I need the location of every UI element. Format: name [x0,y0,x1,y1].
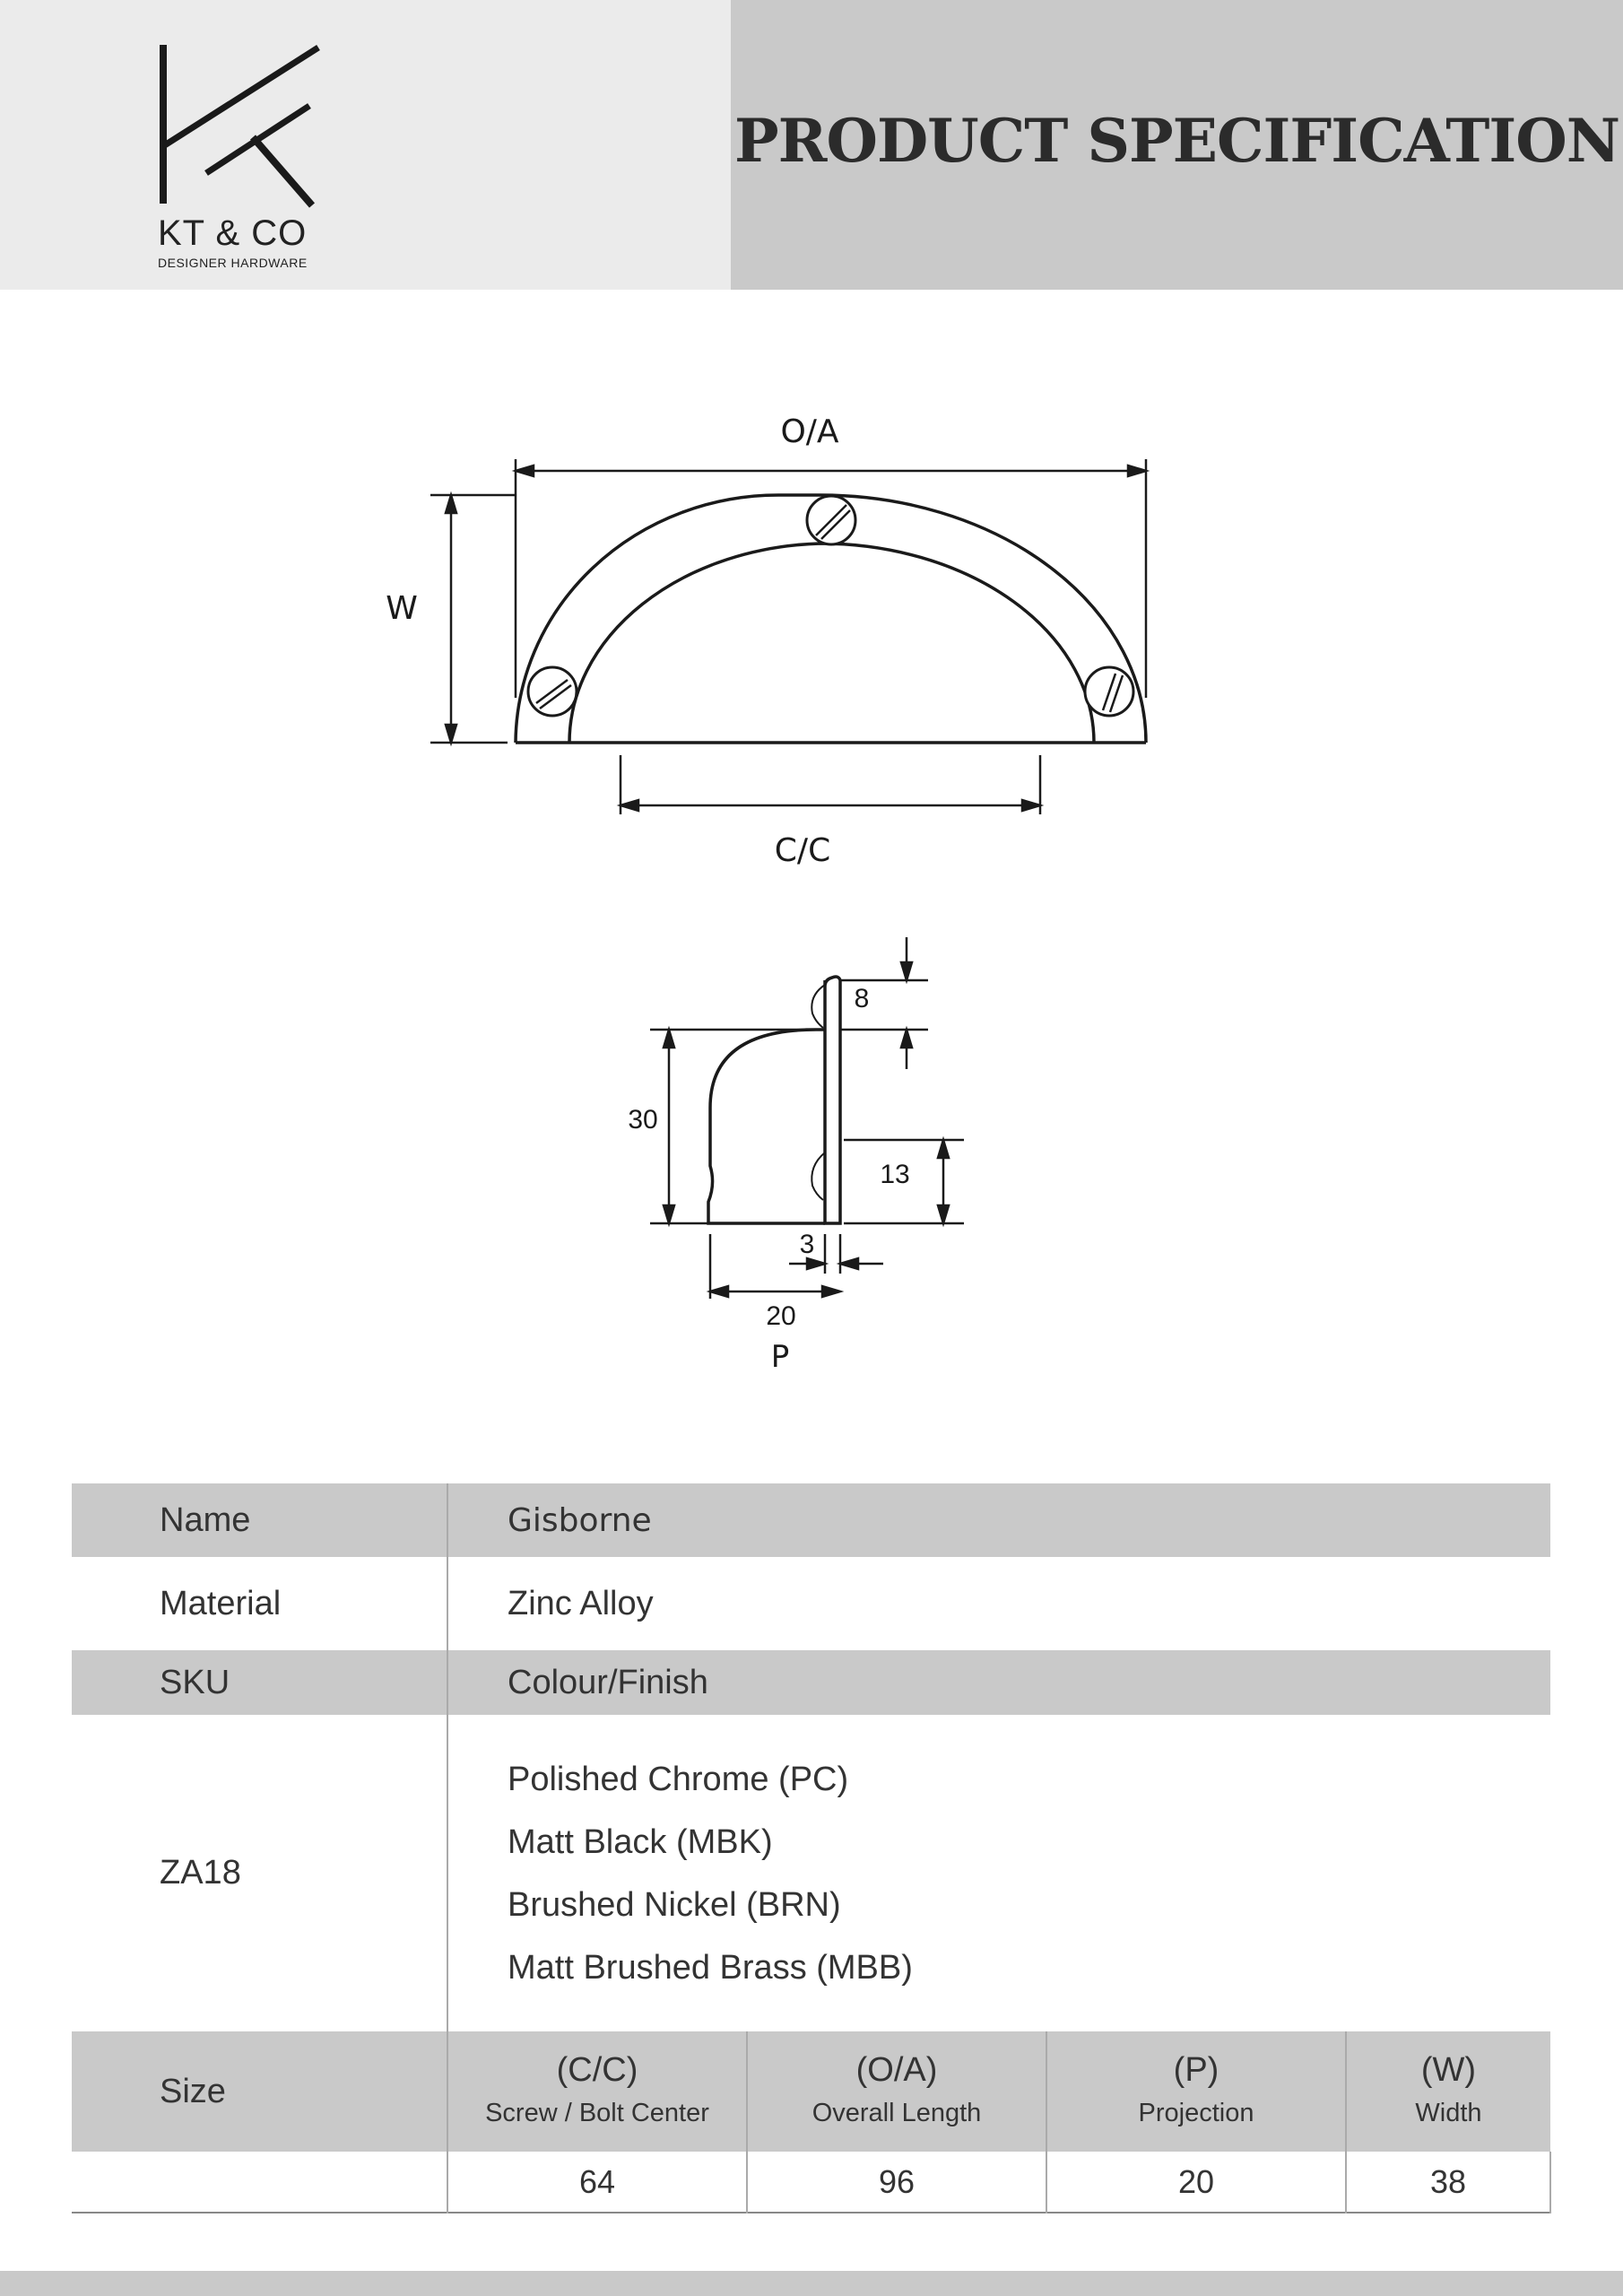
dim-value-oa: 96 [747,2152,1046,2213]
empty-cell [72,2152,447,2213]
dim-code: (W) [1420,2051,1477,2089]
dim-code: (P) [1173,2051,1219,2089]
dim-desc: Screw / Bolt Center [485,2099,709,2127]
front-dimensions [430,459,1146,814]
list-item: Polished Chrome (PC) [508,1760,849,1798]
page-title: PRODUCT SPECIFICATION [733,106,1620,176]
dim-value-p: 20 [1046,2152,1346,2213]
dim-value-w: 38 [1346,2152,1550,2213]
label-screw-pos: 13 [880,1160,910,1189]
brand-name: KT & CO [158,213,308,253]
list-item: Brushed Nickel (BRN) [508,1885,841,1924]
table-row [72,1483,1550,1557]
label-lip: 8 [854,984,870,1013]
material-value: Zinc Alloy [508,1584,654,1622]
finish-list [447,1715,1550,2031]
spec-table [72,1483,1551,2213]
side-view [708,977,840,1223]
label-overall: O/A [780,413,839,450]
table-row [72,2031,1550,2152]
table-row [72,1715,1550,2031]
table-row [72,2152,1550,2213]
list-item: Matt Brushed Brass (MBB) [508,1948,913,1987]
table-row [72,1650,1550,1715]
list-item: Matt Black (MBK) [508,1822,773,1861]
dim-value-cc: 64 [447,2152,747,2213]
dim-header-w [1346,2031,1550,2152]
dim-header-p [1046,2031,1346,2152]
label-centers: C/C [774,832,831,869]
label-thickness: 3 [799,1230,815,1259]
label-projection: P [770,1339,790,1375]
dim-desc: Width [1415,2099,1482,2127]
dim-header-cc [447,2031,747,2152]
dim-desc: Projection [1138,2099,1254,2127]
size-label: Size [72,2031,447,2152]
brand-tagline: DESIGNER HARDWARE [158,256,308,270]
sku-value: ZA18 [72,1715,447,2031]
dim-header-oa [747,2031,1046,2152]
sku-label: SKU [72,1650,447,1715]
label-height: 30 [628,1105,658,1135]
finish-label: Colour/Finish [508,1663,708,1701]
label-width: W [386,590,418,627]
dim-code: (O/A) [855,2051,938,2089]
name-label: Name [72,1483,447,1557]
label-projection-value: 20 [766,1301,796,1331]
material-label: Material [72,1557,447,1650]
footer-bar [0,2271,1623,2296]
dim-code: (C/C) [556,2051,638,2089]
name-value: Gisborne [508,1501,652,1539]
table-row [72,1557,1550,1650]
dim-desc: Overall Length [812,2099,982,2127]
